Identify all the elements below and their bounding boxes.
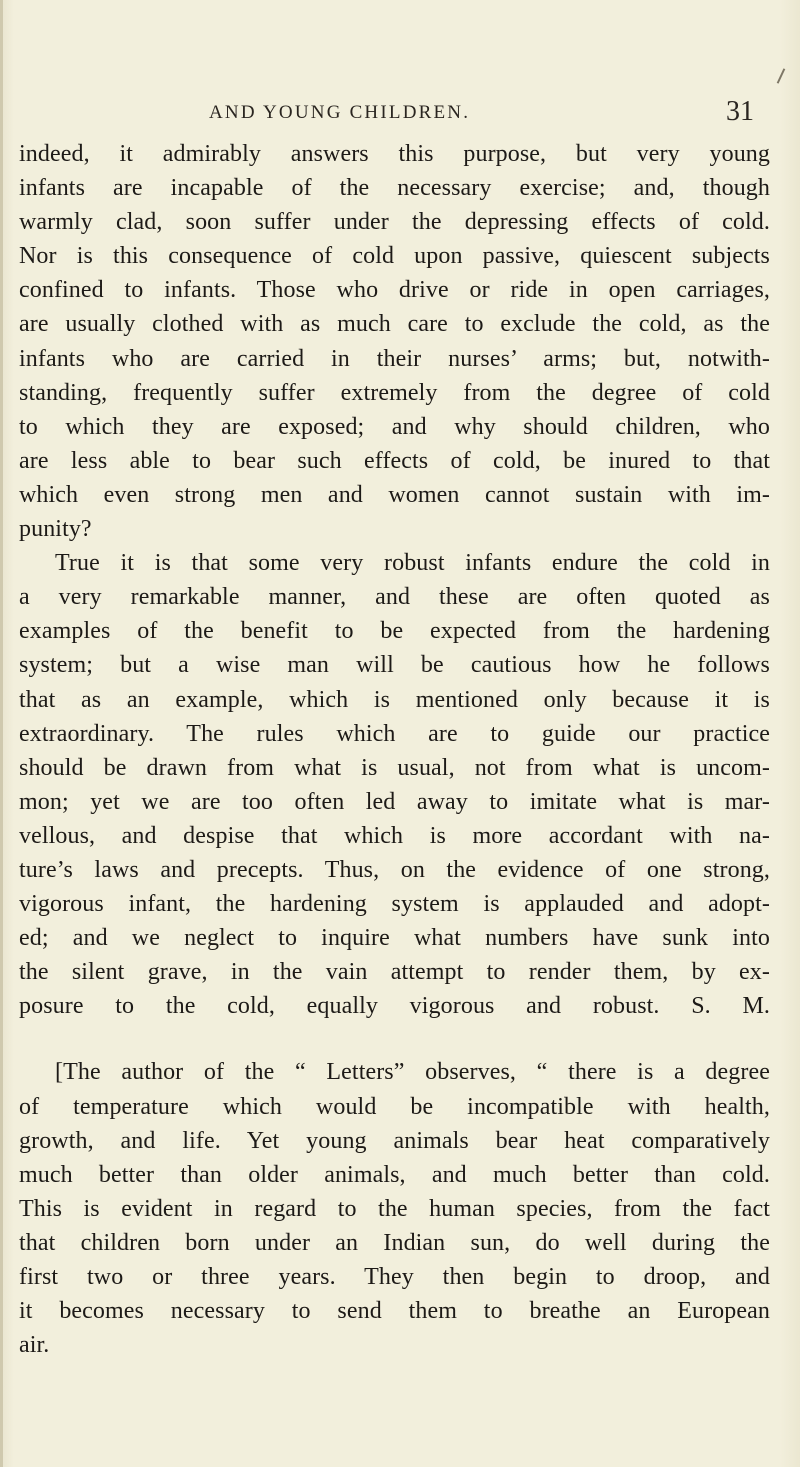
text-line: vellous, and despise that which is more accordant with na- (19, 822, 770, 849)
text-line: standing, frequently suffer extremely from the degree of cold (19, 379, 770, 406)
text-line: posure to the cold, equally vigorous and robust. S. M. (19, 993, 770, 1020)
text-line: punity? (19, 516, 92, 543)
text-line: infants who are carried in their nurses’ arms; but, notwith- (19, 345, 770, 372)
text-line: ture’s laws and precepts. Thus, on the evidence of one strong, (19, 856, 770, 883)
text-line: [The author of the “ Letters” observes, “ there is a degree (55, 1059, 770, 1086)
running-head (0, 96, 800, 140)
paragraph-gap (19, 1023, 770, 1055)
page-edge (0, 0, 3, 1467)
text-line: True it is that some very robust infants endure the cold in (55, 550, 770, 577)
paragraph-2 (19, 546, 770, 1023)
text-line: that children born under an Indian sun, do well during the (19, 1229, 770, 1256)
text-line: first two or three years. They then begin to droop, and (19, 1264, 770, 1290)
text-line: air. (19, 1332, 50, 1359)
text-line: are less able to bear such effects of cold, be inured to that (19, 447, 770, 474)
text-line: indeed, it admirably answers this purpose, but very young (19, 141, 770, 167)
text-line: a very remarkable manner, and these are often quoted as (19, 584, 770, 611)
text-line: should be drawn from what is usual, not from what is uncom- (19, 754, 770, 781)
text-line: much better than older animals, and much better than cold. (19, 1161, 770, 1188)
body-text (19, 137, 770, 1362)
text-line: confined to infants. Those who drive or ride in open carriages, (19, 277, 770, 304)
text-line: that as an example, which is mentioned only because it is (19, 686, 770, 713)
paragraph-1 (19, 137, 770, 546)
text-line: system; but a wise man will be cautious how he follows (19, 652, 770, 679)
paragraph-3 (19, 1055, 770, 1362)
text-line: it becomes necessary to send them to breathe an European (19, 1298, 770, 1325)
running-head-title: AND YOUNG CHILDREN. (209, 102, 471, 123)
text-line: ed; and we neglect to inquire what numbers have sunk into (19, 925, 770, 952)
text-line: growth, and life. Yet young animals bear heat comparatively (19, 1127, 770, 1154)
text-line: the silent grave, in the vain attempt to render them, by ex- (19, 959, 770, 986)
text-line: examples of the benefit to be expected from the hardening (19, 618, 770, 645)
text-line: mon; yet we are too often led away to imitate what is mar- (19, 788, 770, 815)
pencil-mark (777, 68, 786, 83)
text-line: vigorous infant, the hardening system is applauded and adopt- (19, 891, 770, 918)
text-line: This is evident in regard to the human species, from the fact (19, 1195, 770, 1222)
text-line: which even strong men and women cannot sustain with im- (19, 481, 770, 508)
text-line: infants are incapable of the necessary exercise; and, though (19, 175, 770, 202)
text-line: are usually clothed with as much care to exclude the cold, as the (19, 311, 770, 338)
text-line: to which they are exposed; and why should children, who (19, 413, 770, 440)
text-line: warmly clad, soon suffer under the depressing effects of cold. (19, 209, 770, 236)
text-line: extraordinary. The rules which are to guide our practice (19, 720, 770, 747)
text-line: of temperature which would be incompatible with health, (19, 1093, 770, 1120)
text-line: Nor is this consequence of cold upon passive, quiescent subjects (19, 243, 770, 270)
page-number: 31 (726, 96, 754, 127)
